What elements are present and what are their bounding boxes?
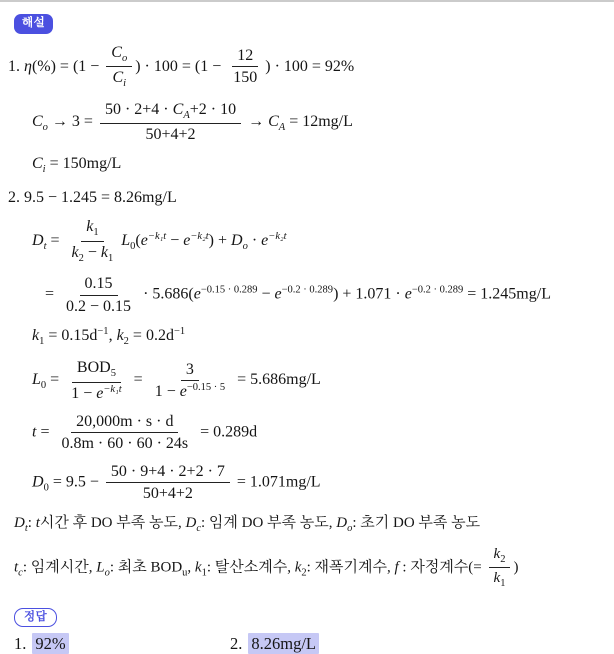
math-token: 50 · 9+4 · 2+2 · 7: [110, 463, 225, 481]
math-token: = 1.071mg/L: [232, 473, 321, 491]
math-token: e: [261, 232, 269, 249]
math-token: C: [32, 112, 43, 130]
math-token: :: [27, 514, 36, 531]
math-token: 1: [500, 578, 506, 590]
math-token: = 0.15d: [44, 326, 98, 344]
math-token: k: [116, 326, 124, 344]
math-line: [8, 187, 604, 209]
math-token: = 12mg/L: [285, 112, 353, 130]
answer-2-number: 2.: [230, 634, 243, 654]
math-token: ,: [187, 559, 195, 576]
math-token: BOD: [76, 358, 111, 376]
math-token: 150: [233, 69, 258, 87]
math-token: = 150mg/L: [45, 155, 122, 173]
math-line: [8, 43, 604, 91]
math-token: e: [274, 285, 282, 303]
math-token: 1: [108, 252, 114, 264]
solution-sheet: [0, 2, 614, 654]
math-token: e: [404, 285, 412, 303]
math-token: =: [46, 371, 64, 389]
fraction: [56, 412, 193, 453]
answer-1-number: 1.: [14, 634, 27, 654]
math-token: 20,000m · s · d: [76, 412, 174, 430]
math-token: −0.2 · 0.289: [411, 284, 464, 296]
math-token: −: [166, 232, 184, 249]
fraction: [106, 43, 132, 91]
math-token: C: [268, 112, 279, 130]
math-token: e: [179, 382, 187, 400]
math-token: −: [257, 285, 275, 303]
answer-2: [230, 634, 319, 654]
math-token: k: [493, 570, 501, 587]
math-token: −0.15 · 0.289: [200, 284, 258, 296]
math-token: →: [244, 112, 269, 130]
math-token: −: [83, 243, 101, 261]
math-token: −k₂t: [190, 231, 209, 242]
math-line: [8, 462, 604, 503]
answer-1: [14, 634, 230, 654]
math-token: A: [183, 109, 190, 121]
math-token: k: [86, 218, 94, 236]
math-token: k: [294, 559, 302, 576]
math-token: −k₁t: [103, 383, 122, 395]
answers-row: [14, 634, 604, 654]
math-token: 12: [237, 46, 254, 64]
math-line: [8, 358, 604, 403]
math-token: = 0.2d: [128, 326, 174, 344]
math-token: D: [185, 514, 197, 531]
math-token: = 0.289d: [196, 423, 258, 441]
math-token: o: [121, 52, 128, 64]
math-token: 1: [39, 335, 45, 347]
math-token: u: [182, 567, 188, 579]
math-token: (%) = (1 −: [31, 57, 104, 75]
math-token: ) + 1.071 ·: [333, 285, 405, 303]
math-token: : 임계 DO 부족 농도,: [200, 514, 337, 531]
math-token: t: [32, 423, 37, 441]
math-token: t: [24, 522, 28, 534]
math-token: k: [71, 243, 79, 261]
math-line: [8, 100, 604, 145]
math-token: 0: [40, 380, 47, 392]
math-token: 1: [93, 227, 99, 239]
math-token: 50 · 2+4 ·: [104, 100, 173, 118]
math-token: =: [129, 371, 147, 389]
math-token: ) · 100 = 92%: [265, 57, 355, 75]
math-token: +2 · 10: [189, 100, 237, 118]
math-token: 0.15: [84, 275, 113, 293]
math-token: : 임계시간,: [22, 559, 97, 576]
math-token: e: [140, 232, 148, 249]
math-token: k: [32, 326, 40, 344]
math-token: C: [172, 100, 184, 118]
math-token: : 초기 DO 부족 농도: [352, 514, 481, 531]
math-line: [8, 153, 604, 177]
math-token: k: [194, 559, 202, 576]
math-token: −k₂t: [268, 231, 287, 242]
math-token: =: [45, 285, 59, 303]
math-token: o: [242, 241, 248, 252]
math-token: k: [100, 243, 109, 261]
math-token: e: [96, 384, 104, 402]
math-token: → 3 =: [47, 112, 97, 130]
math-token: 2. 9.5 − 1.245 = 8.26mg/L: [8, 188, 177, 206]
math-token: t: [14, 559, 19, 576]
math-token: i: [123, 78, 127, 90]
math-token: 1: [201, 567, 207, 579]
math-token: =: [46, 232, 64, 249]
explanation-badge: 해설: [14, 14, 53, 34]
answer-badge: 정답: [14, 608, 57, 628]
math-token: 0.2 − 0.15: [66, 297, 132, 315]
math-token: ,: [108, 326, 117, 344]
math-token: o: [104, 567, 110, 579]
math-token: i: [42, 164, 46, 176]
math-token: · 5.686(: [139, 285, 194, 303]
math-token: L: [121, 232, 131, 249]
math-token: ): [513, 559, 519, 576]
math-token: −0.15 · 5: [186, 381, 226, 393]
math-token: =: [36, 423, 54, 441]
math-token: 1 −: [71, 384, 97, 402]
math-token: 2: [123, 335, 129, 347]
math-token: A: [278, 121, 286, 133]
math-token: −1: [97, 325, 109, 337]
math-token: 2: [78, 252, 84, 264]
math-token: (: [135, 232, 141, 249]
math-token: 1 −: [154, 382, 180, 400]
math-token: 50+4+2: [145, 126, 196, 144]
math-line: [8, 274, 604, 315]
math-token: D: [32, 473, 44, 491]
math-token: c: [18, 567, 23, 579]
answer-2-value: 8.26mg/L: [248, 633, 319, 654]
fraction: [61, 274, 136, 315]
explanation-header: [14, 13, 604, 34]
fraction: [150, 360, 230, 401]
math-token: 0: [43, 482, 49, 494]
math-token: = 5.686mg/L: [233, 371, 321, 389]
math-token: t: [43, 241, 47, 252]
math-line: [8, 412, 604, 453]
math-token: e: [193, 285, 201, 303]
math-token: −0.2 · 0.289: [281, 284, 334, 296]
math-token: 3: [185, 360, 194, 378]
math-token: D: [14, 514, 25, 531]
math-token: C: [32, 155, 43, 173]
math-line: [8, 545, 604, 591]
math-token: c: [196, 522, 201, 534]
math-token: 50+4+2: [142, 485, 193, 503]
fraction: [66, 358, 126, 403]
math-token: 0: [130, 241, 136, 252]
math-token: f: [394, 559, 399, 576]
math-token: 2: [301, 567, 307, 579]
math-token: : 자정계수(=: [398, 559, 486, 576]
math-token: : 최초 BOD: [109, 559, 183, 576]
solution-math: [8, 43, 604, 591]
math-token: η: [24, 57, 32, 75]
math-token: L: [32, 371, 41, 389]
math-token: o: [347, 522, 353, 534]
math-token: ·: [247, 232, 262, 249]
math-token: −1: [173, 325, 186, 337]
fraction: [489, 545, 511, 591]
fraction: [100, 100, 241, 145]
math-token: e: [183, 232, 191, 249]
fraction: [228, 46, 262, 87]
fraction: [67, 217, 119, 265]
math-token: ) +: [208, 232, 232, 249]
math-line: [8, 325, 604, 349]
math-token: D: [231, 232, 243, 249]
math-token: 1.: [8, 57, 24, 75]
math-token: C: [111, 43, 122, 61]
math-token: t: [35, 514, 40, 531]
math-token: : 탈산소계수,: [206, 559, 295, 576]
math-token: ) · 100 = (1 −: [135, 57, 226, 75]
math-line: [8, 217, 604, 265]
math-token: −k₁t: [147, 231, 167, 242]
math-token: D: [32, 232, 44, 249]
math-token: 시간 후 DO 부족 농도,: [39, 514, 186, 531]
math-token: 0.8m · 60 · 60 · 24s: [61, 434, 189, 452]
math-token: k: [493, 545, 501, 562]
math-token: 2: [500, 553, 506, 565]
math-token: C: [112, 69, 124, 87]
math-token: L: [96, 559, 105, 576]
math-token: 5: [110, 367, 116, 379]
math-token: D: [336, 514, 348, 531]
math-token: = 1.245mg/L: [463, 285, 551, 303]
math-line: [8, 513, 604, 536]
answer-1-value: 92%: [32, 633, 68, 654]
math-token: = 9.5 −: [48, 473, 103, 491]
fraction: [106, 462, 230, 503]
math-token: o: [42, 121, 48, 133]
math-token: : 재폭기계수,: [306, 559, 395, 576]
